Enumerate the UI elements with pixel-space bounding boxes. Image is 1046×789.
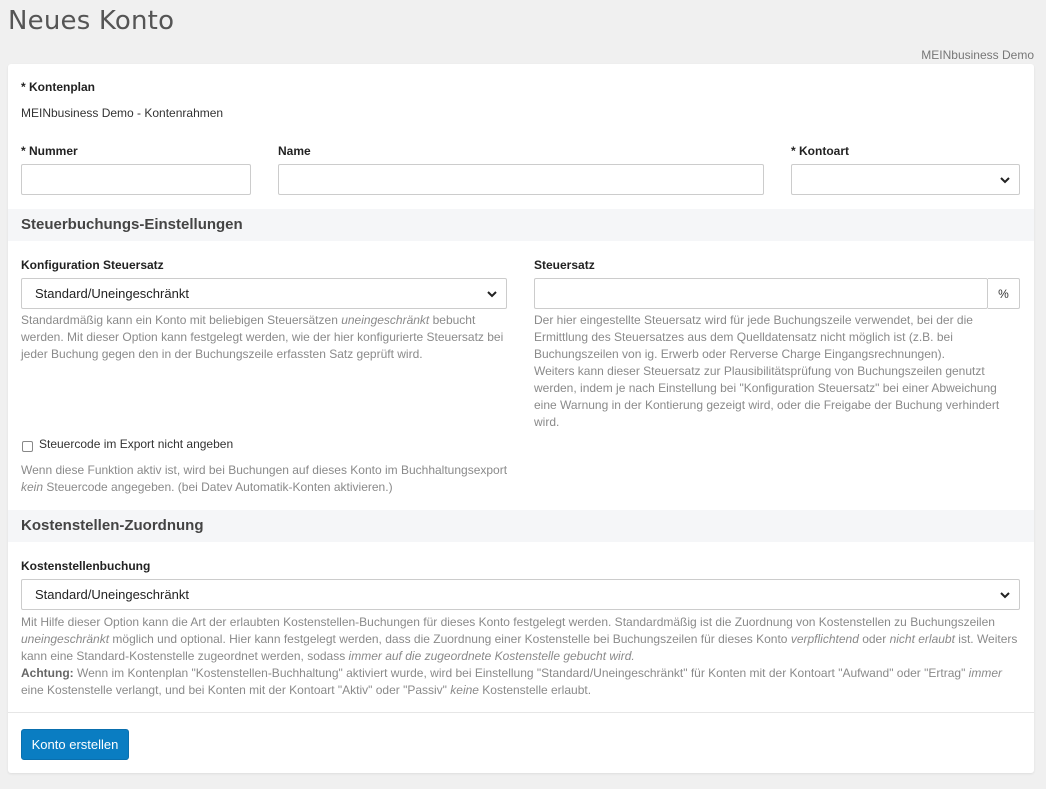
chevron-down-icon: [999, 589, 1011, 601]
tax-section-title: Steuerbuchungs-Einstellungen: [21, 216, 243, 233]
account-type-label: * Kontoart: [791, 144, 849, 158]
tax-rate-help: Der hier eingestellte Steuersatz wird für jede Buchungszeile verwendet, bei der die Ermittlung des Steuersatzes aus dem Quelldatensatz nicht möglich ist (z.B. bei Buchungszeilen von ig. Erwerb oder Rerverse Charge Eingangsrechnungen). Weiters kann dieser Steuersatz zur Plausibilitätsprüfung von Buchungszeilen genutzt werden, indem je nach Einstellung bei "Konfiguration Steuersatz" bei einer Abweichung eine Warnung in der Kontierung gezeigt wird, oder die Freigabe der Buchung verhindert wird.: [534, 313, 1000, 429]
tax-config-value: Standard/Uneingeschränkt: [35, 286, 189, 301]
chart-of-accounts-label: * Kontenplan: [21, 80, 95, 94]
chevron-down-icon: [999, 174, 1011, 186]
export-taxcode-checkbox[interactable]: [22, 441, 33, 452]
cost-section-header: [8, 510, 1034, 542]
tax-config-label: Konfiguration Steuersatz: [21, 258, 164, 272]
export-taxcode-help: Wenn diese Funktion aktiv ist, wird bei Buchungen auf dieses Konto im Buchhaltungsexport kein Steuercode angegeben. (bei Datev Automatik-Konten aktivieren.): [21, 463, 508, 494]
chart-of-accounts-value: MEINbusiness Demo - Kontenrahmen: [21, 106, 224, 120]
tax-rate-input[interactable]: [534, 278, 988, 309]
tax-config-select[interactable]: [21, 278, 507, 309]
cost-section-title: Kostenstellen-Zuordnung: [21, 517, 204, 534]
cost-center-label: Kostenstellenbuchung: [21, 559, 151, 573]
account-type-select[interactable]: [791, 164, 1020, 195]
cost-center-value: Standard/Uneingeschränkt: [35, 587, 189, 602]
form-card: [8, 64, 1034, 773]
percent-addon: %: [988, 278, 1020, 309]
create-account-button[interactable]: Konto erstellen: [21, 729, 129, 760]
number-input[interactable]: [21, 164, 251, 195]
number-label: * Nummer: [21, 144, 78, 158]
chevron-down-icon: [486, 288, 498, 300]
page-title: Neues Konto: [8, 6, 175, 36]
footer-divider: [8, 712, 1034, 713]
export-taxcode-label: Steuercode im Export nicht angeben: [39, 437, 234, 451]
name-input[interactable]: [278, 164, 764, 195]
cost-center-help: Mit Hilfe dieser Option kann die Art der erlaubten Kostenstellen-Buchungen für dieses Konto festgelegt werden. Standardmäßig ist die Zuordnung von Kostenstellen zu Buchungszeilen uneingeschränkt möglich und optional. Hier kann festgelegt werden, dass die Zuordnung einer Kostenstelle bei Buchungszeilen für dieses Konto verpflichtend oder nicht erlaubt ist. Weiters kann eine Standard-Kostenstelle zugeordnet werden, sodass immer auf die zugeordnete Kostenstelle gebucht wird. Achtung: Wenn im Kontenplan "Kostenstellen-Buchhaltung" aktiviert wurde, wird bei Einstellung "Standard/Uneingeschränkt" für Konten mit der Kontoart "Aufwand" oder "Ertrag" immer eine Kostenstelle verlangt, und bei Konten mit der Kontoart "Aktiv" oder "Passiv" keine Kostenstelle erlaubt.: [21, 615, 1018, 697]
tax-rate-label: Steuersatz: [534, 258, 595, 272]
name-label: Name: [278, 144, 311, 158]
cost-center-select[interactable]: [21, 579, 1020, 610]
tax-section-header: [8, 209, 1034, 241]
tax-config-help: Standardmäßig kann ein Konto mit beliebigen Steuersätzen uneingeschränkt bebucht werden. Mit dieser Option kann festgelegt werden, wie der hier konfigurierte Steuersatz bei jeder Buchung gegen den in der Buchungszeile erfassten Satz geprüft wird.: [21, 313, 504, 361]
tenant-name: MEINbusiness Demo: [921, 48, 1034, 62]
